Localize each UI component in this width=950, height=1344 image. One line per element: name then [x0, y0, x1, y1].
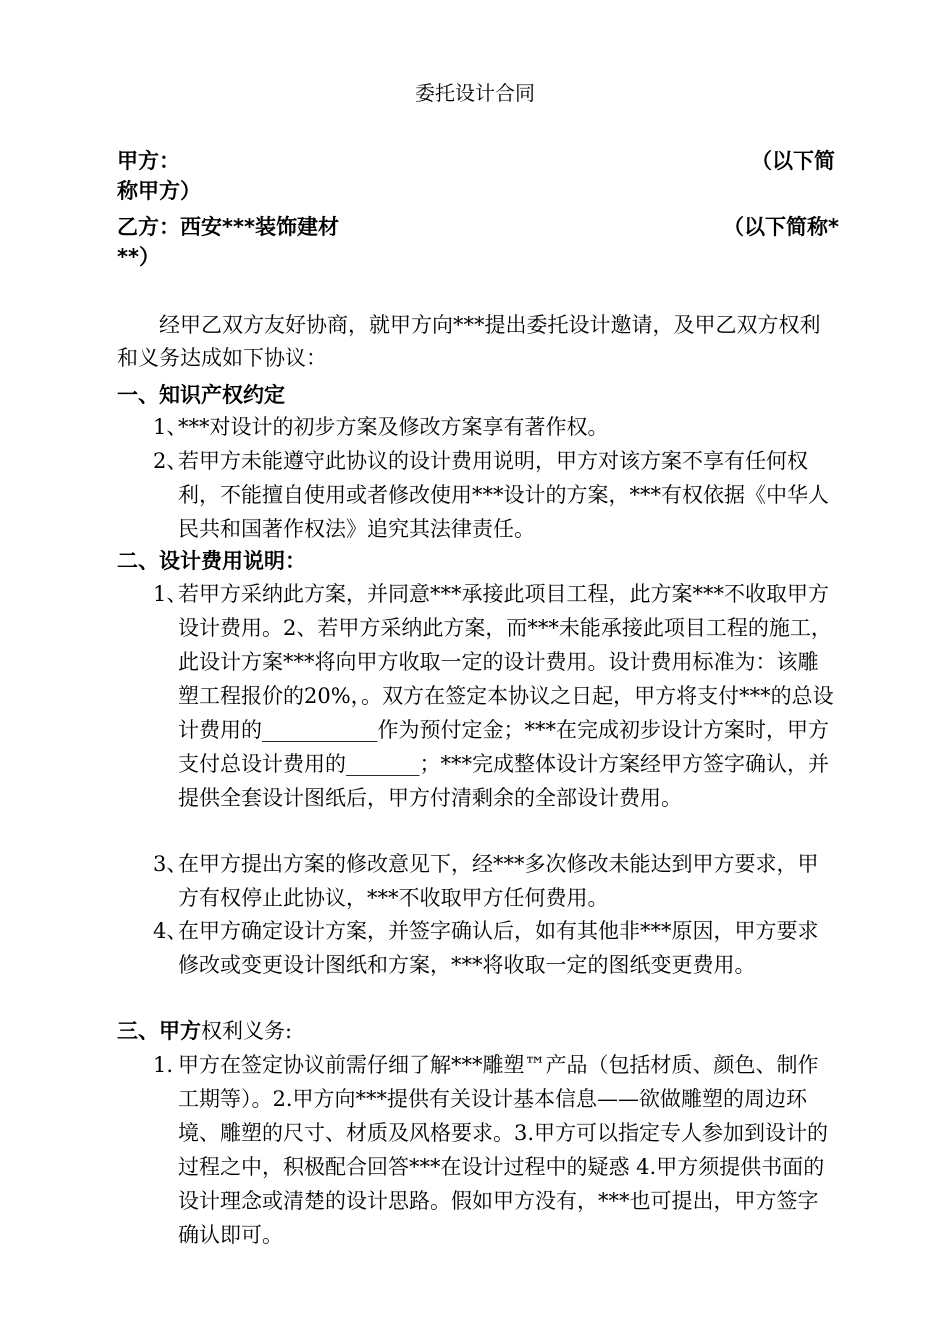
party-a-label: 甲方：	[117, 149, 180, 173]
item-text: 在甲方提出方案的修改意见下，经***多次修改未能达到甲方要求，甲方有权停止此协议，***不收取甲方任何费用。	[178, 852, 819, 910]
section2-item-3	[153, 847, 839, 915]
item-text: 若甲方采纳此方案，并同意***承接此项目工程，此方案***不收取甲方设计费用。2、若甲方采纳此方案，而***未能承接此项目工程的施工，此设计方案***将向甲方收取一定的设计费用。设计费用标准为：该雕塑工程报价的20%，。双方在签定本协议之日起，甲方将支付***的总设计费用的___________作为预付定金；***在完成初步设计方案时，甲方支付总设计费用的_______；***完成整体设计方案经甲方签字确认，并提供全套设计图纸后，甲方付清剩余的全部设计费用。	[178, 582, 834, 810]
section1-heading: 一、知识产权约定	[117, 383, 285, 407]
item-text: 甲方在签定协议前需仔细了解***雕塑™产品（包括材质、颜色、制作工期等）。2.甲方向***提供有关设计基本信息——欲做雕塑的周边环境、雕塑的尺寸、材质及风格要求。3.甲方可以指定专人参加到设计的过程之中，积极配合回答***在设计过程中的疑惑 4.甲方须提供书面的设计理念或清楚的设计思路。假如甲方没有，***也可提出，甲方签字确认即可。	[178, 1053, 829, 1247]
item-number: 1、	[153, 582, 188, 606]
section1-item-1	[153, 410, 839, 444]
item-text: 在甲方确定设计方案，并签字确认后，如有其他非***原因，甲方要求修改或变更设计图纸和方案，***将收取一定的图纸变更费用。	[178, 919, 819, 977]
item-number: 1、	[153, 415, 188, 439]
item-number: 1.	[153, 1053, 174, 1077]
party-a-suffix-wrap: 称甲方）	[117, 179, 201, 203]
party-a	[117, 145, 835, 203]
section3-heading	[117, 1016, 292, 1046]
section2-item-4	[153, 914, 839, 982]
party-b-suffix-wrap: **）	[117, 245, 160, 269]
party-b-label: 乙方：西安***装饰建材	[117, 215, 339, 239]
party-a-suffix: （以下简	[751, 149, 835, 173]
item-text: 若甲方未能遵守此协议的设计费用说明，甲方对该方案不享有任何权利，不能擅自使用或者修改使用***设计的方案，***有权依据《中华人民共和国著作权法》追究其法律责任。	[178, 449, 829, 541]
item-number: 4、	[153, 919, 188, 943]
item-number: 3、	[153, 852, 188, 876]
party-b-suffix: （以下简称*	[723, 215, 839, 239]
intro-paragraph: 经甲乙双方友好协商，就甲方向***提出委托设计邀请，及甲乙双方权利和义务达成如下协议：	[117, 313, 821, 370]
section3-item-1	[153, 1048, 839, 1252]
section3-heading-bold: 三、甲方	[117, 1019, 201, 1043]
item-text: ***对设计的初步方案及修改方案享有著作权。	[178, 415, 609, 439]
section3-heading-normal: 权利义务:	[201, 1019, 293, 1043]
party-b	[117, 211, 839, 269]
section2-heading: 二、设计费用说明：	[117, 549, 306, 573]
item-number: 2、	[153, 449, 188, 473]
document-title: 委托设计合同	[415, 81, 535, 105]
section2-item-1	[153, 577, 839, 815]
section1-item-2	[153, 444, 839, 546]
